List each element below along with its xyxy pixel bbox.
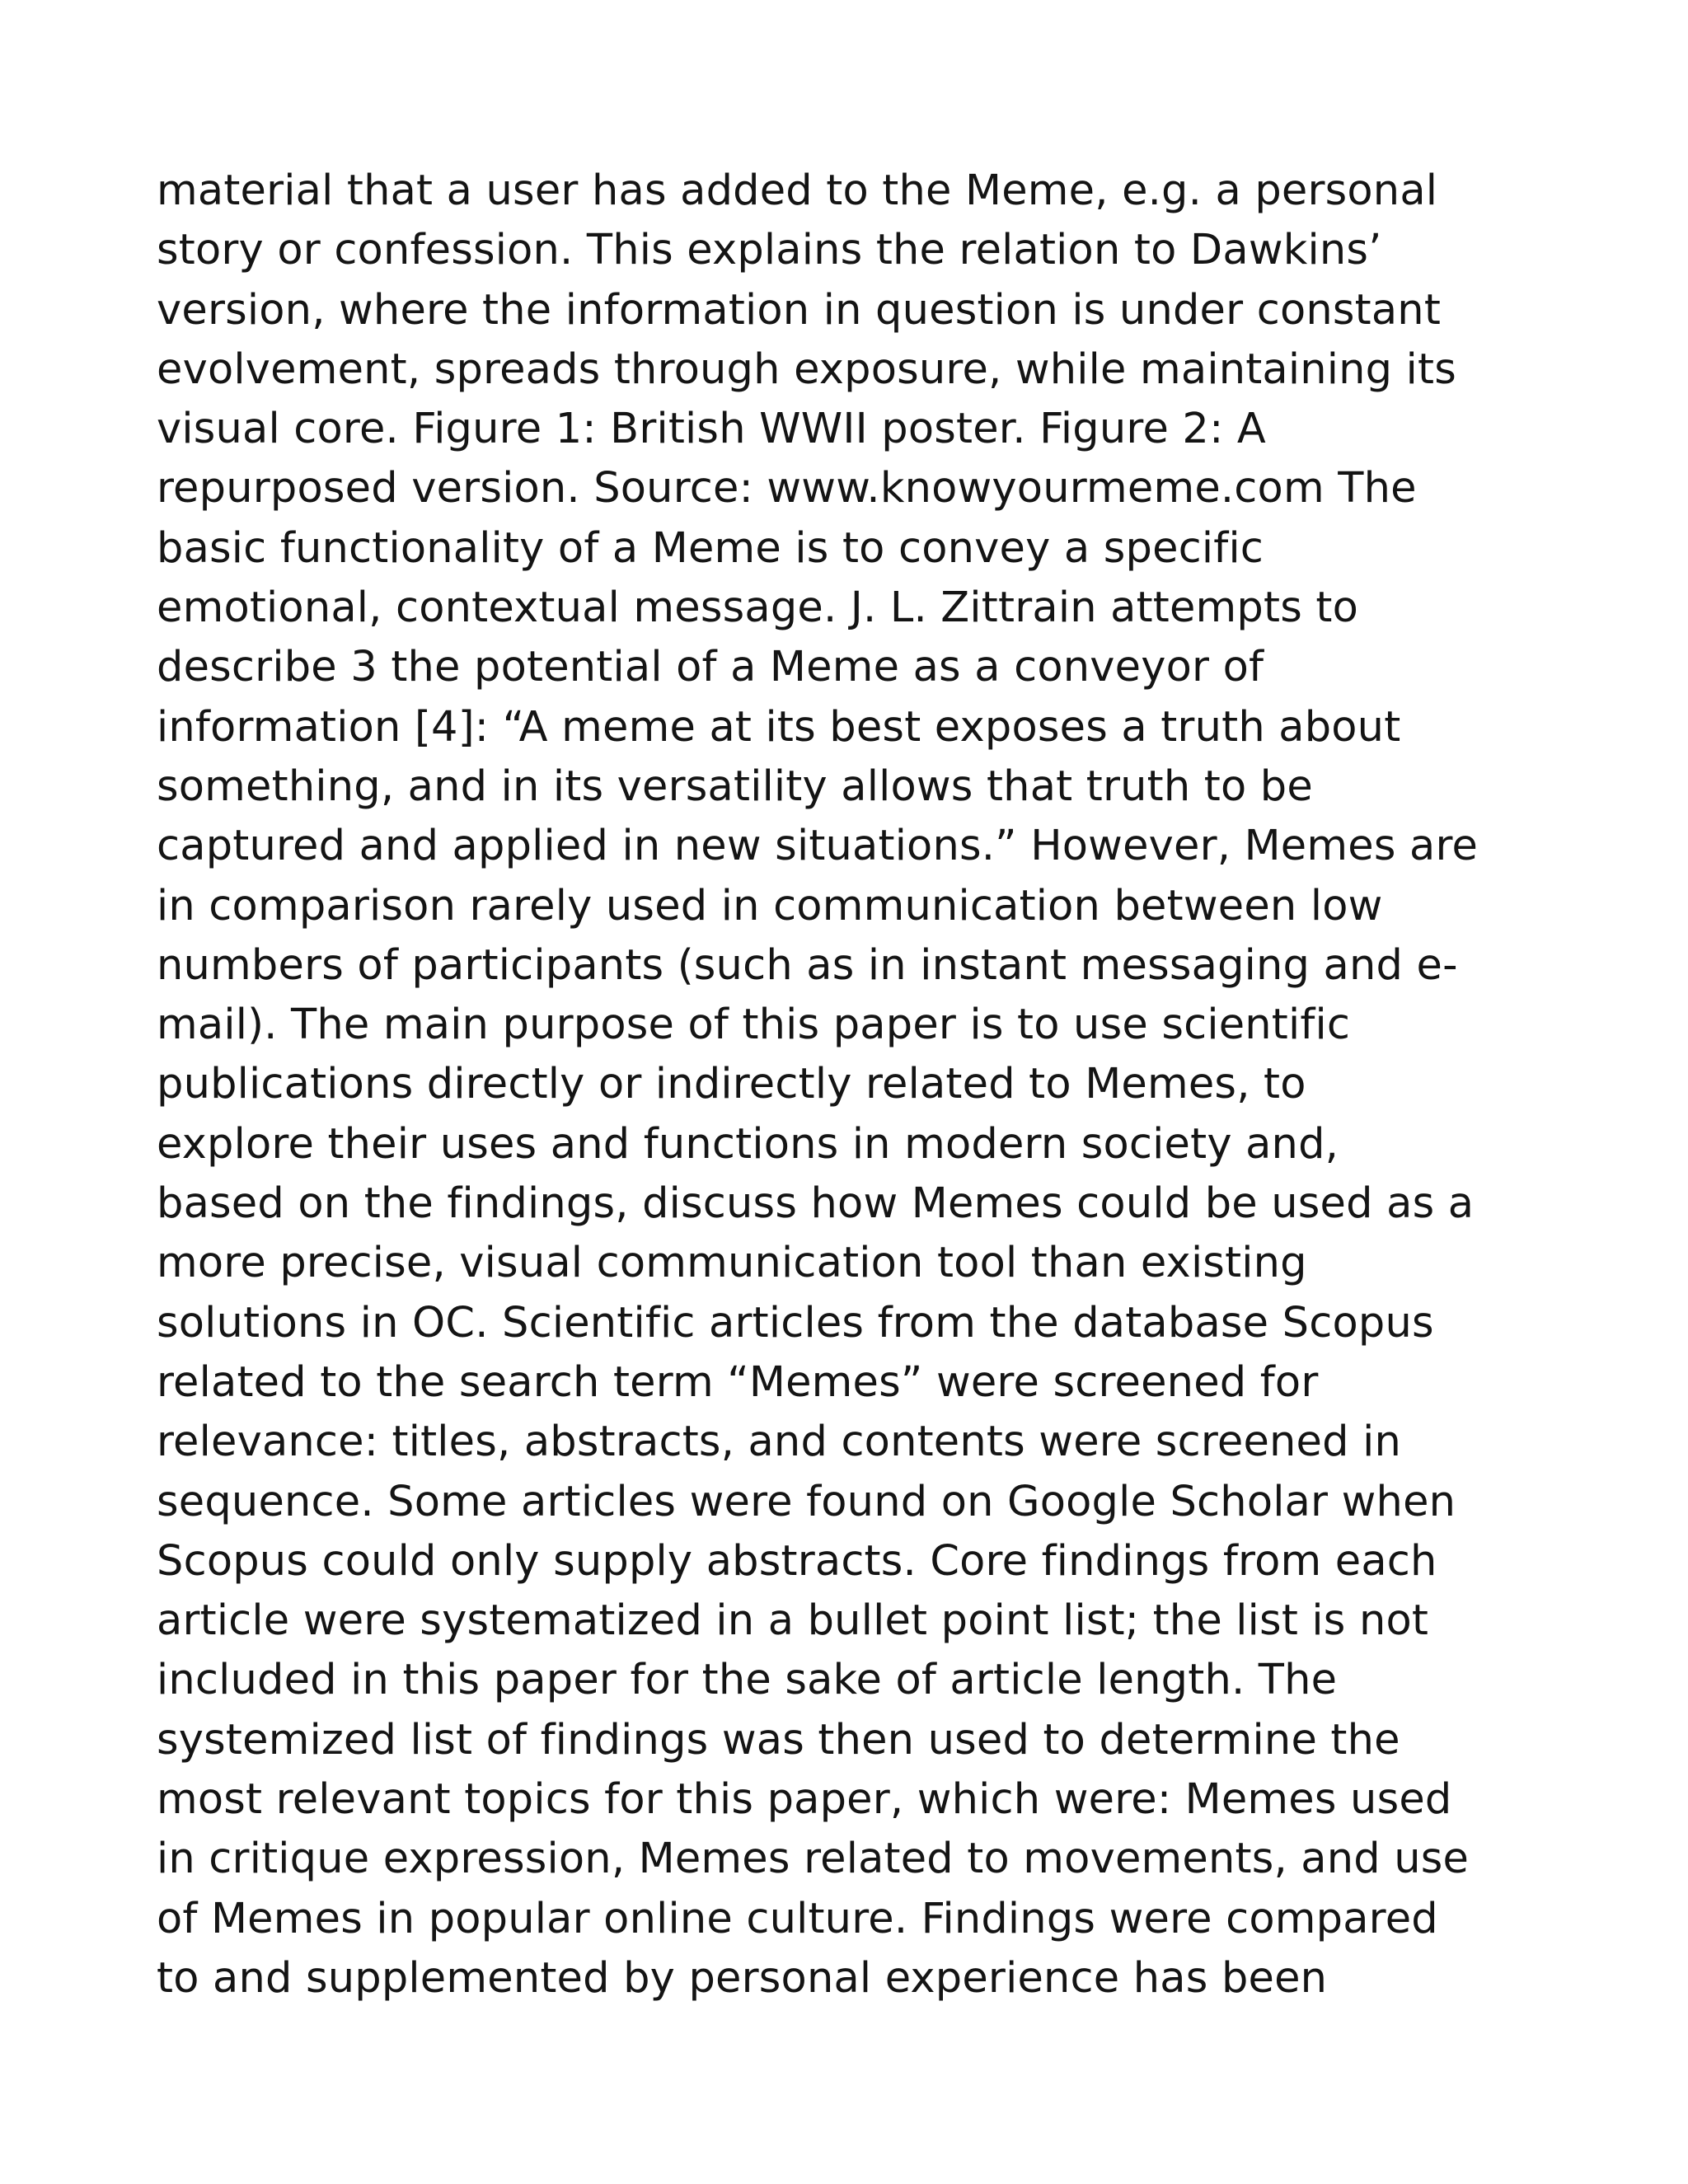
text-line: describe 3 the potential of a Meme as a conveyor of [157,643,1264,692]
text-line: based on the findings, discuss how Memes could be used as a [157,1179,1475,1229]
text-line: included in this paper for the sake of article length. The [157,1656,1338,1705]
text-line: evolvement, spreads through exposure, while maintaining its [157,344,1456,394]
text-line: most relevant topics for this paper, which were: Memes used [157,1775,1452,1825]
text-line: article were systematized in a bullet point list; the list is not [157,1596,1429,1646]
text-line: story or confession. This explains the relation to Dawkins’ [157,226,1382,275]
text-line: in comparison rarely used in communication between low [157,881,1383,930]
text-line: to and supplemented by personal experience has been [157,1953,1328,2003]
text-line: in critique expression, Memes related to movements, and use [157,1835,1470,1884]
text-line: related to the search term “Memes” were screened for [157,1357,1319,1407]
text-line: publications directly or indirectly related to Memes, to [157,1060,1306,1109]
text-line: sequence. Some articles were found on Google Scholar when [157,1477,1456,1526]
text-line: emotional, contextual message. J. L. Zittrain attempts to [157,583,1358,633]
text-line: solutions in OC. Scientific articles from the database Scopus [157,1298,1434,1347]
text-line: captured and applied in new situations.” However, Memes are [157,822,1479,871]
text-line: material that a user has added to the Meme, e.g. a personal [157,166,1438,215]
body-text [157,162,1558,2008]
text-line: something, and in its versatility allows that truth to be [157,762,1313,811]
text-line: relevance: titles, abstracts, and contents were screened in [157,1418,1401,1467]
text-line: systemized list of findings was then used to determine the [157,1715,1400,1765]
text-line: explore their uses and functions in modern society and, [157,1119,1339,1169]
text-line: mail). The main purpose of this paper is to use scientific [157,1001,1351,1050]
text-line: version, where the information in question is under constant [157,285,1442,335]
text-line: more precise, visual communication tool than existing [157,1239,1307,1288]
text-line: Scopus could only supply abstracts. Core findings from each [157,1536,1437,1586]
text-line: information [4]: “A meme at its best exposes a truth about [157,702,1401,752]
text-line: visual core. Figure 1: British WWII poster. Figure 2: A [157,405,1266,454]
text-line: basic functionality of a Meme is to convey a specific [157,523,1264,573]
text-line: numbers of participants (such as in instant messaging and e- [157,940,1458,990]
text-line: repurposed version. Source: www.knowyourmeme.com The [157,464,1417,513]
text-line: of Memes in popular online culture. Findings were compared [157,1894,1438,1943]
